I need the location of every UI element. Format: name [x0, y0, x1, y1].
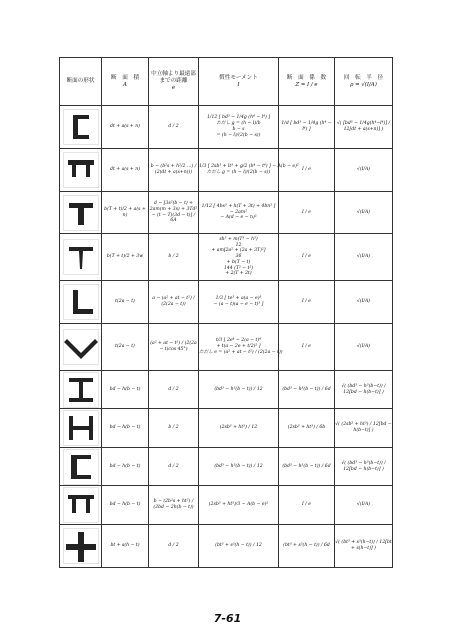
formula-text: bd − h(b − t)	[109, 425, 141, 431]
formula-line: sh³ + m(T³ − h³)	[219, 236, 258, 242]
cell-centroid-distance	[149, 234, 199, 281]
formula-text: bd − h(b − t)	[109, 463, 141, 469]
formula-text: b(T + t)/2 + 3w	[106, 254, 144, 260]
cross-section-icon	[63, 152, 99, 188]
cell-section-modulus	[279, 409, 335, 448]
formula-text: I / e	[301, 344, 311, 350]
cross-section-icon	[63, 329, 99, 365]
table-row	[60, 149, 393, 192]
formula-text: a − (a² + at − t²) / (2(2a − t))	[152, 296, 195, 307]
cell-radius-of-gyration	[335, 486, 393, 525]
cell-moment-of-inertia	[199, 448, 279, 486]
cell-area	[102, 486, 149, 525]
formula-text: √( (bd³ − h³(b−t)) / 12[bd − h(b−t)] )	[341, 383, 386, 395]
table-header-row	[60, 58, 393, 106]
formula-text: 1/d [ bd³ − 1/4g (h⁴ − l⁴) ]	[281, 121, 332, 132]
cell-area	[102, 409, 149, 448]
formula-text: (a² + at − t²) / (2(2a − t)cos 45°)	[150, 341, 197, 352]
formula-line: (bd³ − h³(b − t)) / 12	[214, 386, 263, 392]
cell-radius-of-gyration	[335, 106, 393, 149]
cross-section-icon	[63, 410, 99, 446]
formula-text: bd − h(b − t)	[109, 502, 141, 508]
cell-area	[102, 192, 149, 234]
cell-section-modulus	[279, 448, 335, 486]
formula-line: 36	[235, 254, 242, 260]
section-shape-figure	[60, 149, 102, 192]
cell-centroid-distance	[149, 525, 199, 568]
formula-line: − (a − t)(a − e − t)³ ]	[213, 302, 264, 307]
formula-line: ただし e = (a² + at − t²) / (2(2a − t))	[199, 349, 283, 355]
formula-line: 1/12 [ bd³ − 1/4g (h⁴ − l⁴) ]	[206, 115, 271, 121]
cell-radius-of-gyration	[335, 192, 393, 234]
formula-text: d − [3s²(b − t) + 2am(m + 3s) + 3Td² − (t − T)(3d − t)] / 6A	[149, 200, 198, 224]
cell-moment-of-inertia	[199, 371, 279, 409]
page-number: 7-61	[213, 612, 242, 625]
cell-area	[102, 448, 149, 486]
section-shape-figure	[60, 409, 102, 448]
cell-centroid-distance	[149, 486, 199, 525]
formula-text: √( [bd³ − 1/4g(h⁴−l⁴)] / 12[dt + a(s+n)] )	[336, 121, 391, 132]
cell-moment-of-inertia	[199, 234, 279, 281]
formula-line: 1/3 [ 2sb³ + lt³ + g/2 (b⁴ − t⁴) ] − A(b − e)²	[199, 164, 299, 170]
cell-radius-of-gyration	[335, 409, 393, 448]
cross-section-icon	[63, 284, 99, 320]
table-row	[60, 234, 393, 281]
cell-section-modulus	[279, 525, 335, 568]
formula-text: √(I/A)	[356, 344, 371, 350]
cell-section-modulus	[279, 324, 335, 371]
section-shape-figure	[60, 234, 102, 281]
formula-text: √(I/A)	[356, 299, 371, 305]
formula-text: √(I/A)	[356, 167, 371, 173]
cell-moment-of-inertia	[199, 106, 279, 149]
cell-radius-of-gyration	[335, 371, 393, 409]
cell-centroid-distance	[149, 324, 199, 371]
cell-radius-of-gyration	[335, 448, 393, 486]
formula-text: (2sb³ + ht³) / 6b	[287, 425, 326, 431]
table-row	[60, 486, 393, 525]
cell-centroid-distance	[149, 409, 199, 448]
header-centroid-distance: 中立軸より最遠部までの距離 e	[149, 58, 199, 106]
formula-text: b / 2	[168, 425, 179, 431]
formula-text: √( (bt³ + s³(h−t)) / 12[bt + s(h−t)] )	[335, 540, 392, 551]
formula-line: + 2(T + 2t)	[225, 271, 252, 277]
formula-line: 12	[235, 242, 242, 248]
section-shape-figure	[60, 324, 102, 371]
cell-moment-of-inertia	[199, 486, 279, 525]
cross-section-icon	[63, 528, 99, 564]
formula-text: (bt³ + s³(h − t)) / 6d	[283, 543, 330, 549]
formula-text: b(T + t)/2 + a(s + n)	[104, 206, 146, 218]
formula-line: (2sb³ + ht³)/3 − A(b − e)²	[208, 502, 269, 508]
formula-text: d / 2	[168, 386, 179, 392]
table-row	[60, 448, 393, 486]
table-row	[60, 324, 393, 371]
header-radius-of-gyration: 回 転 半 径 ρ = √(I/A)	[335, 58, 393, 106]
formula-text: I / e	[301, 209, 311, 215]
cell-centroid-distance	[149, 281, 199, 324]
formula-text: I / e	[301, 254, 311, 260]
cell-area	[102, 525, 149, 568]
formula-line: (bd³ − h³(b − t)) / 12	[214, 463, 263, 469]
formula-text: (bd³ − h³(b − t)) / 6d	[282, 463, 331, 469]
formula-text: d / 2	[168, 463, 179, 469]
formula-line: (2sb³ + ht³) / 12	[219, 425, 258, 431]
formula-text: I / e	[301, 502, 311, 508]
table-row	[60, 525, 393, 568]
formula-text: dt + a(s + n)	[110, 124, 140, 130]
cell-moment-of-inertia	[199, 149, 299, 192]
table-row	[60, 371, 393, 409]
cell-section-modulus	[279, 486, 335, 525]
cell-centroid-distance	[149, 371, 199, 409]
cell-centroid-distance	[149, 149, 199, 192]
cell-section-modulus	[279, 371, 335, 409]
cell-centroid-distance	[149, 448, 199, 486]
cell-centroid-distance	[149, 192, 199, 234]
formula-text: b − (b²s + h²/2 …) / (2(dt + a(s+n)))	[150, 164, 197, 175]
section-shape-figure	[60, 486, 102, 525]
formula-line: + b(T − t)	[226, 259, 251, 265]
formula-line: 144 (T² − t²)	[223, 265, 254, 271]
cell-moment-of-inertia	[199, 324, 283, 371]
cell-area	[102, 234, 149, 281]
cell-radius-of-gyration	[335, 525, 393, 568]
formula-line: − 2am²	[229, 209, 248, 215]
formula-line: − A(d − e − n)²	[220, 215, 257, 221]
formula-line: (bt³ + s³(h − t)) / 12	[215, 543, 262, 549]
header-area: 断 面 積 A	[102, 58, 149, 106]
formula-text: √(I/A)	[356, 254, 371, 260]
cell-area	[102, 106, 149, 149]
cross-section-icon	[63, 449, 99, 485]
formula-line: t/3 [ 2e⁴ − 2(a − t)⁴	[216, 338, 261, 344]
formula-line: ただし g = (h − l)/b	[216, 121, 261, 127]
formula-text: √( (2sb³ + ht³) / 12[bd − h(b−t)] )	[335, 422, 392, 433]
header-moment-of-inertia: 慣性モーメント I	[199, 58, 279, 106]
formula-line: b − s	[232, 127, 245, 132]
formula-text: (bd³ − h³(b − t)) / 6d	[282, 386, 331, 392]
cell-moment-of-inertia	[199, 281, 279, 324]
cell-moment-of-inertia	[199, 192, 279, 234]
section-shape-figure	[60, 448, 102, 486]
formula-text: b / 2	[168, 254, 179, 260]
formula-text: t(2a − t)	[115, 344, 135, 350]
cell-radius-of-gyration	[335, 324, 393, 371]
formula-text: b − (2b²s + ht²) / (2bd − 2h(b − t))	[153, 499, 194, 510]
cell-radius-of-gyration	[335, 149, 393, 192]
formula-text: I / e	[301, 167, 311, 173]
formula-text: bd − h(b − t)	[109, 386, 141, 392]
cross-section-icon	[63, 239, 99, 275]
formula-text: √(I/A)	[356, 209, 371, 215]
table-row	[60, 409, 393, 448]
formula-line: + am[2a² + (2a + 3T)²]	[211, 248, 266, 254]
cell-area	[102, 149, 149, 192]
cell-section-modulus	[279, 281, 335, 324]
section-shape-figure	[60, 192, 102, 234]
section-shape-figure	[60, 106, 102, 149]
cross-section-icon	[63, 372, 99, 408]
table-row	[60, 192, 393, 234]
cell-section-modulus	[279, 192, 335, 234]
cell-area	[102, 324, 149, 371]
section-shape-figure	[60, 371, 102, 409]
cell-section-modulus	[279, 234, 335, 281]
formula-text: d / 2	[168, 124, 179, 130]
formula-text: √( (bd³ − h³(b−t)) / 12[bd − h(b−t)] )	[341, 460, 386, 472]
formula-line: 1/12 [ 4bs³ + h(T + 3t) + 4bn³ ]	[201, 203, 276, 209]
table-row	[60, 281, 393, 324]
formula-text: bt + s(h − t)	[110, 543, 140, 549]
cell-section-modulus	[279, 106, 335, 149]
formula-line: = (h − l)/(2(b − s))	[216, 132, 261, 138]
formula-text: √(I/A)	[356, 502, 371, 508]
formula-line: + t(a − 2e + t/2)² ]	[216, 344, 261, 350]
formula-text: t(2a − t)	[115, 299, 135, 305]
formula-text: d / 2	[168, 543, 179, 549]
cell-centroid-distance	[149, 106, 199, 149]
cross-section-icon	[63, 109, 99, 145]
cell-area	[102, 281, 149, 324]
cross-section-icon	[63, 487, 99, 523]
table-row	[60, 106, 393, 149]
cell-radius-of-gyration	[335, 281, 393, 324]
header-section-modulus: 断 面 係 数 Z = I / e	[279, 58, 335, 106]
formula-line: ただし g = (h − l)/(2(b − s))	[206, 170, 271, 175]
cell-area	[102, 371, 149, 409]
cell-radius-of-gyration	[335, 234, 393, 281]
formula-text: I / e	[301, 299, 311, 305]
header-shape: 断面の形状	[60, 58, 102, 106]
formula-text: dt + a(s + n)	[110, 167, 140, 173]
section-properties-table	[59, 57, 393, 568]
cross-section-icon	[63, 195, 99, 231]
formula-line: 1/3 [ te³ + a(a − e)³	[215, 296, 262, 302]
section-shape-figure	[60, 525, 102, 568]
section-shape-figure	[60, 281, 102, 324]
cell-moment-of-inertia	[199, 525, 279, 568]
cell-section-modulus	[279, 149, 335, 192]
cell-moment-of-inertia	[199, 409, 279, 448]
